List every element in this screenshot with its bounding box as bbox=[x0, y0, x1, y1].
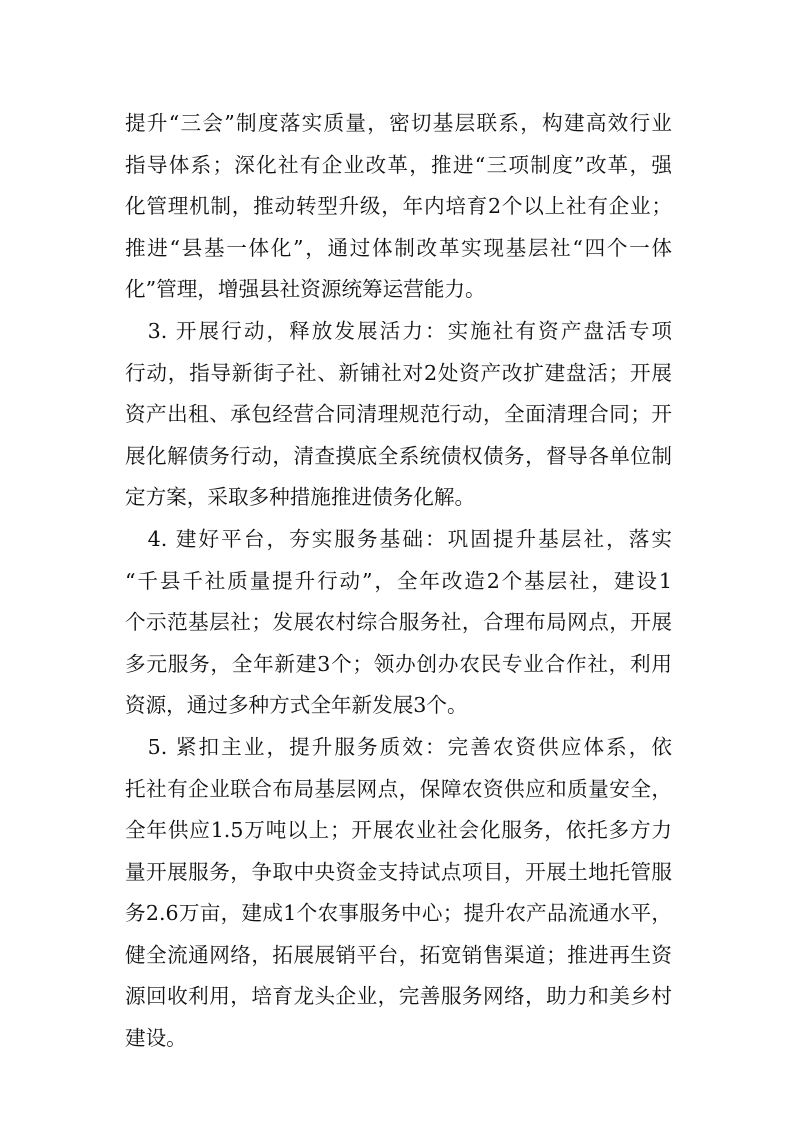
text-line: 展化解债务行动，清查摸底全系统债权债务，督导各单位制 bbox=[125, 443, 672, 468]
text-line: 3. 开展行动，释放发展活力：实施社有资产盘活专项 bbox=[125, 318, 672, 343]
text-line: 建设。 bbox=[125, 1026, 187, 1051]
document-page bbox=[125, 103, 672, 1060]
text-line: “千县千社质量提升行动”，全年改造2个基层社，建设1 bbox=[125, 568, 672, 593]
text-line: 4. 建好平台，夯实服务基础：巩固提升基层社，落实 bbox=[125, 526, 672, 551]
text-line: 全年供应1.5万吨以上；开展农业社会化服务，依托多方力 bbox=[125, 818, 672, 843]
paragraph-item-5 bbox=[125, 727, 672, 1060]
text-line: 定方案，采取多种措施推进债务化解。 bbox=[125, 485, 476, 510]
text-line: 5. 紧扣主业，提升服务质效：完善农资供应体系，依 bbox=[125, 734, 672, 759]
text-line: 资产出租、承包经营合同清理规范行动，全面清理合同；开 bbox=[125, 402, 672, 427]
text-line: 健全流通网络，拓展展销平台，拓宽销售渠道；推进再生资 bbox=[125, 942, 672, 967]
text-line: 源回收利用，培育龙头企业，完善服务网络，助力和美乡村 bbox=[125, 984, 672, 1009]
text-line: 个示范基层社；发展农村综合服务社，合理布局网点，开展 bbox=[125, 610, 672, 635]
paragraph-item-4 bbox=[125, 519, 672, 727]
text-line: 务2.6万亩，建成1个农事服务中心；提升农产品流通水平， bbox=[125, 901, 672, 926]
text-line: 托社有企业联合布局基层网点，保障农资供应和质量安全， bbox=[125, 776, 672, 801]
text-line: 化”管理，增强县社资源统筹运营能力。 bbox=[125, 277, 486, 302]
text-line: 化管理机制，推动转型升级，年内培育2个以上社有企业； bbox=[125, 194, 672, 219]
text-line: 指导体系；深化社有企业改革，推进“三项制度”改革，强 bbox=[125, 152, 672, 177]
text-line: 提升“三会”制度落实质量，密切基层联系，构建高效行业 bbox=[125, 111, 672, 135]
paragraph-item-3 bbox=[125, 311, 672, 519]
text-line: 推进“县基一体化”，通过体制改革实现基层社“四个一体 bbox=[125, 235, 672, 260]
text-line: 量开展服务，争取中央资金支持试点项目，开展土地托管服 bbox=[125, 859, 672, 884]
text-line: 行动，指导新街子社、新铺社对2处资产改扩建盘活；开展 bbox=[125, 360, 672, 385]
paragraph-institutional-reform bbox=[125, 103, 672, 311]
text-line: 资源，通过多种方式全年新发展3个。 bbox=[125, 693, 468, 718]
text-line: 多元服务，全年新建3个；领办创办农民专业合作社，利用 bbox=[125, 651, 672, 676]
